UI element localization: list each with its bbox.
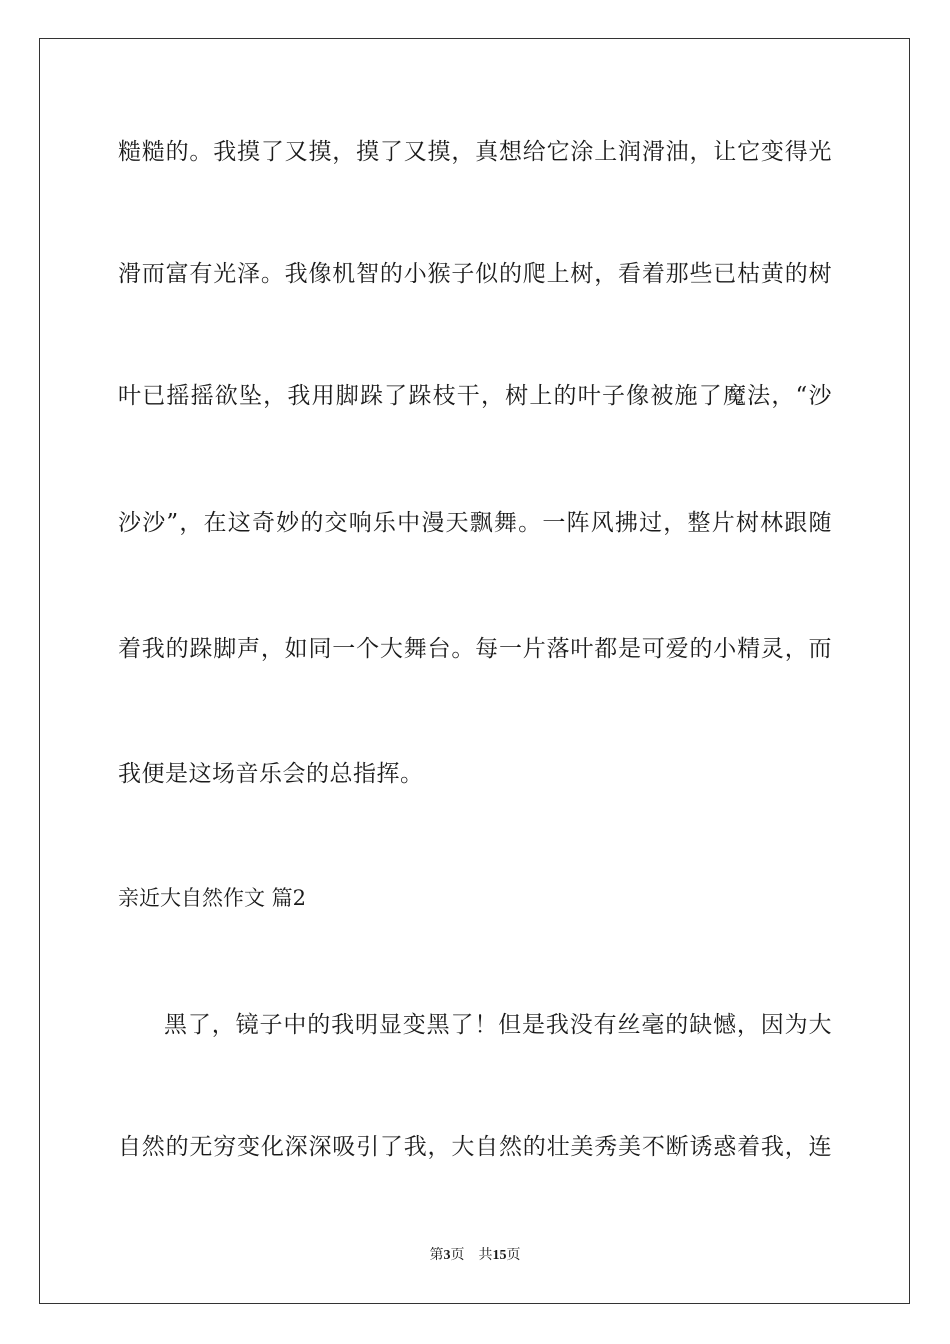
total-pages: 15: [492, 1248, 507, 1263]
paragraph-line: 黑了，镜子中的我明显变黑了！但是我没有丝毫的缺憾，因为大: [164, 1012, 832, 1038]
page-number: 3: [443, 1248, 451, 1263]
section-heading: 亲近大自然作文 篇2: [118, 886, 307, 910]
page-suffix: 页: [450, 1248, 465, 1263]
paragraph-line: 我便是这场音乐会的总指挥。: [118, 761, 424, 787]
paragraph-line: 自然的无穷变化深深吸引了我，大自然的壮美秀美不断诱惑着我，连: [118, 1134, 832, 1160]
paragraph-line: 着我的跺脚声，如同一个大舞台。每一片落叶都是可爱的小精灵，而: [118, 636, 832, 662]
total-prefix: 共: [478, 1248, 493, 1263]
paragraph-line: 糙糙的。我摸了又摸，摸了又摸，真想给它涂上润滑油，让它变得光: [118, 139, 832, 165]
total-suffix: 页: [506, 1248, 521, 1263]
page-prefix: 第: [429, 1248, 444, 1263]
page-border: [39, 38, 910, 1304]
paragraph-line: 叶已摇摇欲坠，我用脚跺了跺枝干，树上的叶子像被施了魔法，“沙: [118, 383, 832, 409]
page-footer: [0, 1247, 950, 1265]
paragraph-line: 滑而富有光泽。我像机智的小猴子似的爬上树，看着那些已枯黄的树: [118, 261, 832, 287]
paragraph-line: 沙沙”，在这奇妙的交响乐中漫天飘舞。一阵风拂过，整片树林跟随: [118, 510, 832, 536]
